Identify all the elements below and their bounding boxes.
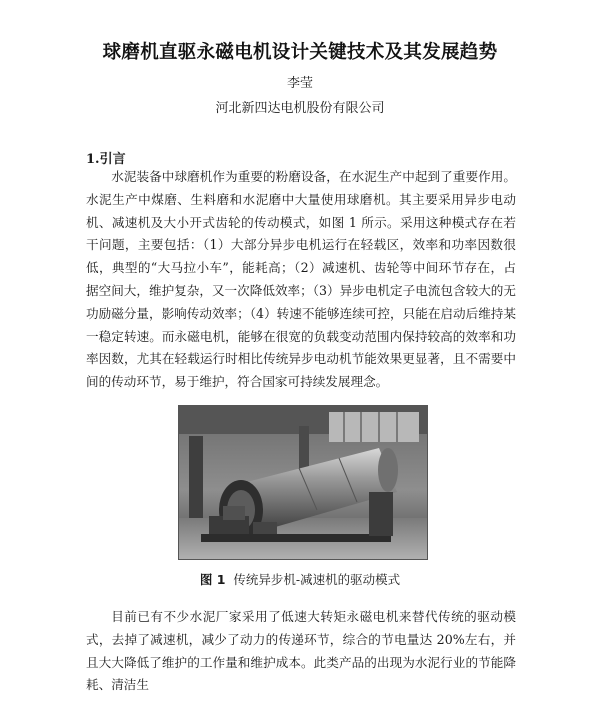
intro-paragraph: 水泥装备中球磨机作为重要的粉磨设备，在水泥生产中起到了重要作用。水泥生产中煤磨、生料磨和水泥磨中大量使用球磨机。其主要采用异步电动机、减速机及大小开式齿轮的传动模式，如图 1 所示。采用这种模式存在若干问题，主要包括：（1）大部分异步电机运行在轻载区，效率和功率因数很低，典型的“大马拉小车”，能耗高；（2）减速机、齿轮等中间环节存在，占据空间大，维护复杂，又一次降低效率；（3）异步电机定子电流包含较大的无功励磁分量，影响传动效率；（4）转速不能够连续可控，只能在启动后维持某一稳定转速。而永磁电机，能够在很宽的负载变动范围内保持较高的效率和功率因数，尤其在轻载运行时相比传统异步电动机节能效果更显著，且不需要中间的传动环节，易于维护，符合国家可持续发展理念。 [86, 169, 516, 390]
body-paragraph-2: 目前已有不少水泥厂家采用了低速大转矩永磁电机来替代传统的驱动模式，去掉了减速机，减少了动力的传递环节，综合的节电量达 20%左右，并且大大降低了维护的工作量和维护成本。此类产品的出现为水泥行业的节能降耗、清洁生 [86, 609, 516, 693]
figure-caption-text: 传统异步机-减速机的驱动模式 [233, 572, 401, 587]
author-name: 李莹 [286, 76, 313, 91]
figure-label: 图 1 [199, 572, 226, 587]
figure-1-photo [178, 405, 428, 560]
author-affiliation: 河北新四达电机股份有限公司 [215, 101, 385, 116]
section-heading: 1.引言 [86, 152, 126, 167]
paper-title: 球磨机直驱永磁电机设计关键技术及其发展趋势 [102, 42, 498, 63]
ball-mill-photo [179, 406, 427, 559]
figure-1-caption [0, 570, 600, 588]
